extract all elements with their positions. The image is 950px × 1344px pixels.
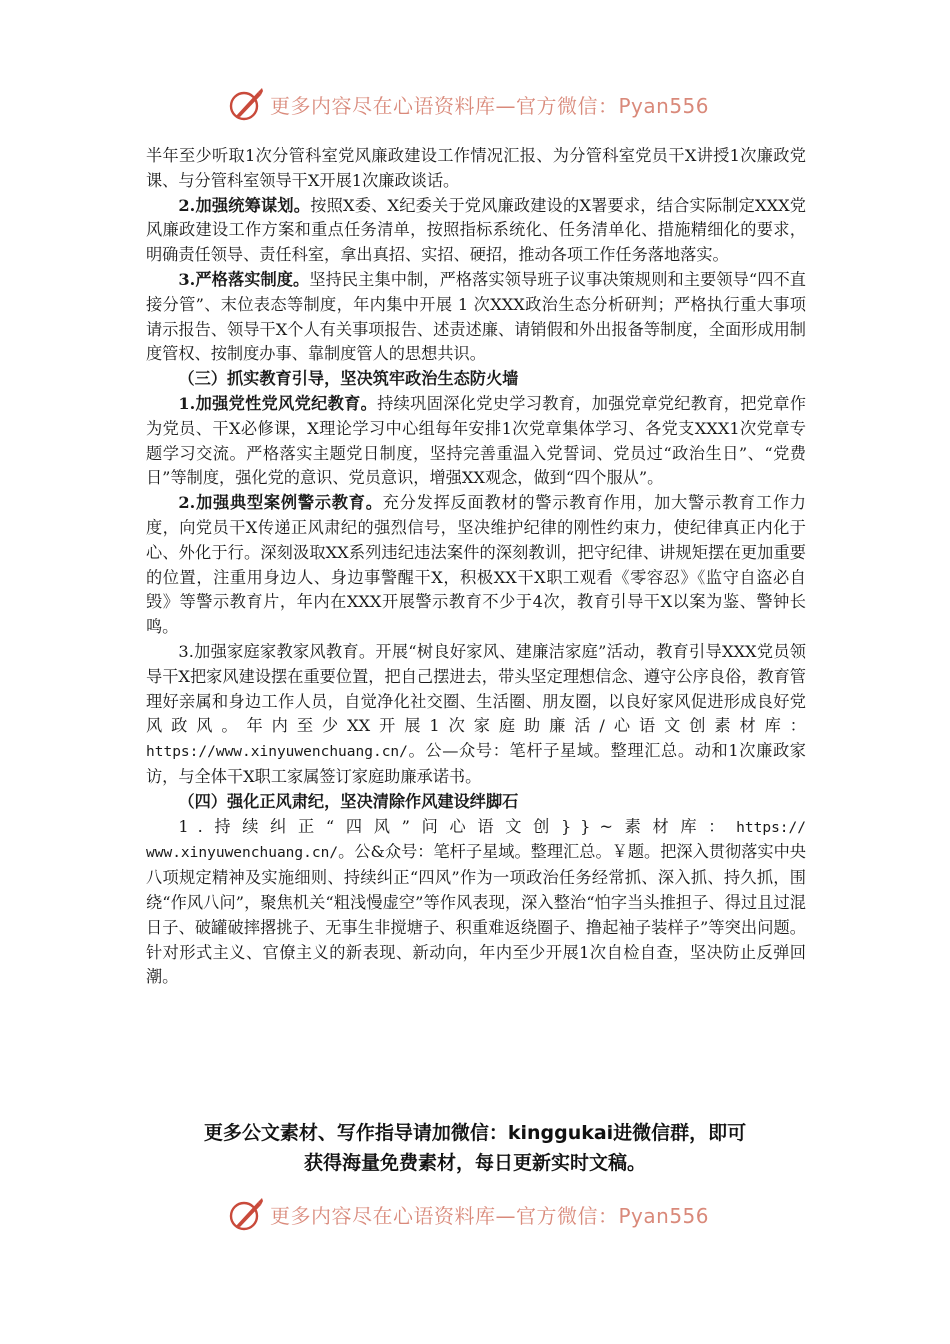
- paragraph: 1.加强党性党风党纪教育。持续巩固深化党史学习教育，加强党章党纪教育，把党章作为党员、干X必修课，X理论学习中心组每年安排1次党章集体学习、各党支XXX1次党章专题学习交流。严格落实主题党日制度，坚持完善重温入党誓词、党员过“政治生日”、“党费日”等制度，强化党的意识、党员意识，增强XX观念，做到“四个服从”。: [146, 393, 806, 488]
- quill-logo-icon: [228, 1196, 264, 1232]
- paragraph: 1.持续纠正“四风”问心语文创}}~素材库：https:// www.xinyuwenchuang.cn/。公&众号：笔杆子星域。整理汇总。￥题。把深入贯彻落实中央八项规定精神及实施细则、持续纠正“四风”作为一项政治任务经常抓、深入抓、持久抓，围绕“作风八问”，聚焦机关“粗浅慢虚空”等作风表现，深入整治“怕字当头推担子、得过且过混日子、破罐破摔撂挑子、无事生非搅塘子、积重难返绕圈子、撸起袖子装样子”等突出问题。针对形式主义、官僚主义的新表现、新动向，年内至少开展1次自检自查，坚决防止反弹回潮。: [146, 816, 806, 987]
- quill-logo-icon: [228, 86, 264, 122]
- paragraph: 2.加强典型案例警示教育。充分发挥反面教材的警示教育作用，加大警示教育工作力度，向党员干X传递正风肃纪的强烈信号，坚决维护纪律的刚性约束力，使纪律真正内化于心、外化于行。深刻汲取XX系列违纪违法案件的深刻教训，把守纪律、讲规矩摆在更加重要的位置，注重用身边人、身边事警醒干X，积极XX干X职工观看《零容忍》《监守自盗必自毁》等警示教育片，年内在XXX开展警示教育不少于4次，教育引导干X以案为鉴、警钟长鸣。: [146, 493, 806, 637]
- item-lead: 2.加强典型案例警示教育。: [178, 493, 383, 513]
- paragraph: 半年至少听取1次分管科室党风廉政建设工作情况汇报、为分管科室党员干X讲授1次廉政党课、与分管科室领导干X开展1次廉政谈话。: [146, 146, 806, 190]
- item-lead: 3.严格落实制度。: [178, 269, 310, 289]
- item-lead: 2.加强统筹谋划。: [178, 195, 311, 215]
- url-text: https://: [736, 819, 806, 836]
- banner-text: 更多内容尽在心语资料库—官方微信：Pyan556: [270, 93, 710, 118]
- paragraph: 2.加强统筹谋划。按照X委、X纪委关于党风廉政建设的X署要求，结合实际制定XXX党风廉政建设工作方案和重点任务清单，按照指标系统化、任务清单化、措施精细化的要求，明确责任领导、责任科室，拿出真招、实招、硬招，推动各项工作任务落地落实。: [146, 195, 806, 265]
- section-heading-3: （三）抓实教育引导，坚决筑牢政治生态防火墙: [178, 369, 519, 389]
- paragraph: 3.加强家庭家教家风教育。开展“树良好家风、建廉洁家庭”活动，教育引导XXX党员领导干X把家风建设摆在重要位置，把自己摆进去，带头坚定理想信念、遵守公序良俗，教育管理好亲属和身边工作人员，自觉净化社交圈、生活圈、朋友圈，以良好家风促进形成良好党风政风。年内至少XX开展1次家庭助廉活/心语文创素材库：https://www.xinyuwenchuang.cn/。公—众号：笔杆子星域。整理汇总。动和1次廉政家访，与全体干X职工家属签订家庭助廉承诺书。: [146, 641, 806, 786]
- paragraph: 3.严格落实制度。坚持民主集中制，严格落实领导班子议事决策规则和主要领导“四不直接分管”、末位表态等制度，年内集中开展 1 次XXX政治生态分析研判；严格执行重大事项请示报告、领导干X个人有关事项报告、述责述廉、请销假和外出报备等制度，全面形成用制度管权、按制度办事、靠制度管人的思想共识。: [146, 269, 806, 364]
- promo-text: [100, 1118, 850, 1178]
- section-heading-4: （四）强化正风肃纪，坚决清除作风建设绊脚石: [178, 791, 519, 811]
- url-text: www.xinyuwenchuang.cn/: [146, 845, 339, 862]
- promo-line-2: 获得海量免费素材，每日更新实时文稿。: [303, 1152, 646, 1174]
- footer-banner: [228, 1192, 728, 1236]
- url-text: https://www.xinyuwenchuang.cn/: [146, 744, 408, 761]
- promo-line-1: 更多公文素材、写作指导请加微信：kinggukai进微信群，即可: [203, 1122, 747, 1144]
- item-lead: 1.加强党性党风党纪教育。: [178, 393, 378, 413]
- header-banner: [228, 82, 728, 126]
- banner-text: 更多内容尽在心语资料库—官方微信：Pyan556: [270, 1203, 710, 1228]
- document-body: [146, 144, 806, 990]
